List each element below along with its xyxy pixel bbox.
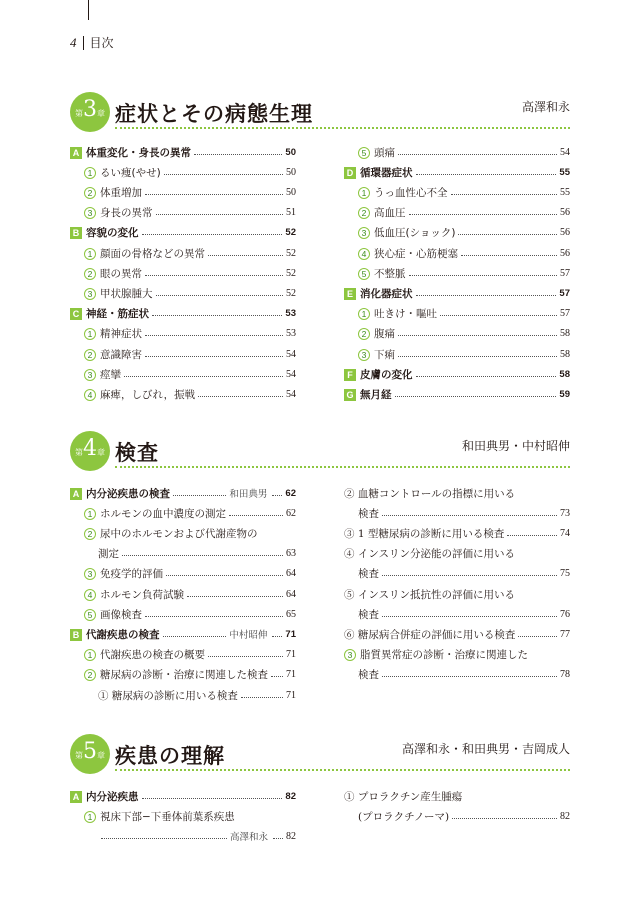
header-title: 目次 [89, 36, 114, 50]
toc-item[interactable] [344, 326, 570, 342]
item-label: 頭痛 [374, 146, 395, 159]
item-number-marker: 3 [344, 649, 356, 661]
page-number-ref: 53 [286, 328, 296, 340]
page-number-ref: 55 [559, 166, 570, 178]
section-author: 高澤和永 [229, 832, 268, 844]
page-number-ref: 53 [285, 308, 296, 320]
section-label: 容貌の変化 [86, 227, 139, 240]
page-number-ref: 52 [286, 247, 296, 259]
toc-item[interactable] [70, 386, 296, 402]
leader-dots [452, 818, 557, 819]
leader-dots [271, 676, 283, 677]
item-number-marker: 1 [84, 649, 96, 661]
item-number-marker: 3 [358, 349, 370, 361]
page-number-ref: 54 [286, 388, 296, 400]
chapter-3 [70, 92, 570, 401]
toc-subitem[interactable]: ① 糖尿病の診断に用いる検査 71 [98, 689, 296, 702]
section-label: 代謝疾患の検査 [86, 628, 160, 641]
leader-dots [440, 315, 557, 316]
leader-dots [145, 616, 283, 617]
toc-item[interactable] [344, 245, 570, 261]
toc-item-continuation[interactable]: 検査 78 [358, 669, 570, 682]
toc-subitem[interactable]: ⑥ 糖尿病合併症の評価に用いる検査 77 [344, 628, 570, 641]
page-number-ref: 75 [560, 568, 570, 580]
page-number-ref: 50 [286, 166, 296, 178]
page-number-ref: 58 [560, 348, 570, 360]
chapter-badge [70, 92, 110, 132]
leader-dots [122, 555, 283, 556]
page-number-ref: 62 [285, 487, 296, 499]
toc-item[interactable] [70, 505, 296, 521]
item-number-marker: 3 [84, 288, 96, 300]
section-marker: C [70, 308, 82, 320]
page-number-ref: 59 [559, 388, 570, 400]
item-label: 眼の異常 [100, 267, 142, 280]
toc-item[interactable] [70, 184, 296, 200]
chapter-header [70, 734, 570, 780]
leader-dots [451, 194, 558, 195]
leader-dots [142, 234, 283, 235]
leader-dots [145, 356, 283, 357]
page-number-ref: 71 [286, 649, 296, 661]
leader-dots [241, 697, 283, 698]
leader-dots [416, 376, 557, 377]
leader-dots [398, 356, 557, 357]
page-number-ref: 64 [286, 588, 296, 600]
page-number-ref: 51 [286, 207, 296, 219]
toc-item[interactable] [70, 586, 296, 602]
chapter-badge [70, 734, 110, 774]
section-marker: B [70, 629, 82, 641]
toc-item[interactable] [70, 647, 296, 663]
leader-dots [382, 575, 557, 576]
page-number-ref: 58 [559, 368, 570, 380]
item-label: 麻痺，しびれ，振戦 [100, 388, 196, 401]
page-number-ref: 76 [560, 608, 570, 620]
chapter-title: 症状とその病態生理 [115, 102, 313, 126]
badge-prefix: 第 [75, 448, 83, 457]
toc-column-right [344, 788, 570, 828]
toc-column-left [70, 485, 296, 707]
item-number-marker: 4 [358, 248, 370, 260]
page-number-ref: 50 [285, 146, 296, 158]
section-label: 神経・筋症状 [86, 308, 149, 321]
item-number-marker: 2 [84, 187, 96, 199]
toc-item[interactable] [70, 265, 296, 281]
section-label: 消化器症状 [360, 287, 413, 300]
item-label: 甲状腺腫大 [100, 287, 153, 300]
page-number-ref: 77 [560, 628, 570, 640]
section-label: 循環器症状 [360, 166, 413, 179]
toc-item[interactable] [344, 306, 570, 322]
leader-dots [173, 495, 226, 496]
leader-dots [518, 636, 557, 637]
chapter-badge [70, 431, 110, 471]
page-number-ref: 58 [560, 328, 570, 340]
item-label: ホルモン負荷試験 [100, 588, 184, 601]
page-number-ref: 56 [560, 247, 570, 259]
section-author: 中村昭伸 [229, 630, 268, 642]
toc-subitem-continuation[interactable]: 検査 76 [358, 608, 570, 621]
toc-section[interactable] [344, 386, 570, 402]
leader-dots [187, 596, 283, 597]
toc-section[interactable] [344, 366, 570, 382]
page-number-ref: 71 [285, 628, 296, 640]
leader-dots [416, 295, 557, 296]
item-number-marker: 5 [358, 147, 370, 159]
item-label: 代謝疾患の検査の概要 [100, 649, 205, 662]
leader-dots [409, 275, 558, 276]
section-label: 内分泌疾患の検査 [86, 487, 170, 500]
item-number-marker: 2 [84, 268, 96, 280]
page-number-ref: 57 [560, 308, 570, 320]
item-label: 腹痛 [374, 328, 395, 341]
badge-number: 3 [83, 97, 97, 122]
item-number-marker: 1 [84, 508, 96, 520]
leader-dots [198, 396, 283, 397]
chapter-header [70, 92, 570, 138]
page-number-ref: 82 [286, 830, 296, 842]
page-number-ref: 82 [285, 790, 296, 802]
item-label: ホルモンの血中濃度の測定 [100, 507, 226, 520]
header-divider [83, 36, 84, 50]
running-header [70, 34, 114, 51]
toc-column-left [70, 788, 296, 849]
item-label: 意識障害 [100, 348, 142, 361]
section-label: 体重変化・身長の異常 [86, 146, 191, 159]
page-number-ref: 82 [560, 810, 570, 822]
toc-section[interactable] [70, 225, 296, 241]
page-number-ref: 56 [560, 227, 570, 239]
toc-item[interactable] [70, 566, 296, 582]
toc-item[interactable] [344, 346, 570, 362]
chapter-4 [70, 431, 570, 702]
section-author: 和田典男 [229, 489, 268, 500]
toc-item-continuation[interactable]: 測定 63 [98, 548, 296, 561]
leader-dots [156, 295, 284, 296]
leader-dots [145, 335, 283, 336]
item-number-marker: 1 [358, 187, 370, 199]
page-number-ref: 65 [286, 608, 296, 620]
leader-dots [145, 275, 283, 276]
leader-dots [398, 335, 557, 336]
leader-dots [124, 376, 283, 377]
chapter-rule [115, 127, 570, 129]
toc-subitem[interactable]: ② 血糖コントロールの指標に用いる [344, 487, 516, 500]
item-label: 不整脈 [374, 267, 406, 280]
leader-dots [507, 535, 557, 536]
leader-dots [273, 838, 283, 839]
item-number-marker: 1 [358, 308, 370, 320]
toc-item[interactable] [344, 205, 570, 221]
item-label: 体重増加 [100, 186, 142, 199]
toc-item[interactable] [70, 346, 296, 362]
leader-dots [208, 656, 283, 657]
item-label: 顔面の骨格などの異常 [100, 247, 205, 260]
leader-dots [156, 214, 284, 215]
page-number-ref: 50 [286, 186, 296, 198]
leader-dots [194, 154, 282, 155]
section-marker: F [344, 369, 356, 381]
badge-suffix: 章 [97, 109, 105, 118]
page-number-ref: 62 [286, 507, 296, 519]
page-number-ref: 71 [286, 689, 296, 701]
page-number-ref: 78 [560, 669, 570, 681]
toc-section[interactable] [344, 285, 570, 301]
toc-subitem-continuation[interactable]: 検査 75 [358, 568, 570, 581]
badge-number: 4 [83, 436, 97, 461]
page-number-ref: 57 [560, 267, 570, 279]
page-number-ref: 52 [286, 267, 296, 279]
item-number-marker: 3 [358, 227, 370, 239]
section-marker: D [344, 167, 356, 179]
toc-item[interactable] [70, 326, 296, 342]
toc-subitem[interactable]: ④ インスリン分泌能の評価に用いる [344, 548, 516, 561]
leader-dots [461, 255, 557, 256]
leader-dots [166, 575, 283, 576]
leader-dots [164, 174, 283, 175]
item-number-marker: 1 [84, 248, 96, 260]
section-label: 内分泌疾患 [86, 790, 139, 803]
item-label: 高血圧 [374, 207, 406, 220]
item-label: 免疫学的評価 [100, 568, 163, 581]
badge-number: 5 [83, 739, 97, 764]
section-marker: B [70, 227, 82, 239]
toc-section[interactable] [70, 306, 296, 322]
item-label: るい痩(やせ) [100, 166, 161, 179]
leader-dots [145, 194, 283, 195]
page-number-ref: 54 [286, 348, 296, 360]
leader-dots [142, 798, 283, 799]
item-number-marker: 1 [84, 328, 96, 340]
toc-item[interactable] [70, 525, 296, 541]
leader-dots [229, 515, 283, 516]
leader-dots [382, 676, 557, 677]
page-number-ref: 57 [559, 287, 570, 299]
badge-prefix: 第 [75, 751, 83, 760]
page-number-ref: 54 [286, 368, 296, 380]
chapter-rule [115, 466, 570, 468]
toc-column-right [344, 144, 570, 407]
page-number-ref: 71 [286, 669, 296, 681]
toc-section[interactable] [70, 485, 296, 501]
item-number-marker: 4 [84, 389, 96, 401]
item-number-marker: 3 [84, 369, 96, 381]
section-marker: G [344, 389, 356, 401]
item-number-marker: 5 [84, 609, 96, 621]
leader-dots [101, 838, 227, 839]
chapter-authors: 高澤和永・和田典男・吉岡成人 [401, 742, 570, 756]
chapter-rule [115, 769, 570, 771]
leader-dots [409, 214, 558, 215]
toc-item[interactable] [70, 205, 296, 221]
toc-column-left [70, 144, 296, 407]
section-marker: E [344, 288, 356, 300]
item-number-marker: 3 [84, 568, 96, 580]
toc-section[interactable] [70, 626, 296, 642]
toc-section[interactable] [344, 164, 570, 180]
badge-suffix: 章 [97, 751, 105, 760]
item-number-marker: 2 [84, 669, 96, 681]
leader-dots [382, 515, 557, 516]
toc-item[interactable] [70, 366, 296, 382]
item-number-marker: 1 [84, 167, 96, 179]
item-number-marker: 2 [358, 328, 370, 340]
toc-item[interactable] [70, 808, 296, 824]
item-label: 脂質異常症の診断・治療に関連した [360, 649, 528, 662]
toc-item[interactable] [70, 285, 296, 301]
chapter-title: 疾患の理解 [115, 744, 225, 768]
item-number-marker: 4 [84, 589, 96, 601]
leader-dots [416, 174, 557, 175]
chapter-authors: 和田典男・中村昭伸 [461, 439, 570, 453]
page-number-ref: 64 [286, 568, 296, 580]
toc-item[interactable] [70, 667, 296, 683]
toc-author-line[interactable] [70, 828, 296, 844]
toc-subitem[interactable]: ⑤ インスリン抵抗性の評価に用いる [344, 588, 516, 601]
chapter-header [70, 431, 570, 477]
item-label: 尿中のホルモンおよび代謝産物の [100, 527, 258, 540]
item-label: 吐きけ・嘔吐 [374, 308, 437, 321]
section-marker: A [70, 488, 82, 500]
leader-dots [382, 616, 557, 617]
page-number-ref: 73 [560, 507, 570, 519]
toc-item[interactable] [344, 265, 570, 281]
leader-dots [458, 234, 557, 235]
item-number-marker: 5 [358, 268, 370, 280]
section-label: 無月経 [360, 388, 392, 401]
leader-dots [398, 154, 557, 155]
section-marker: A [70, 791, 82, 803]
toc-item[interactable] [344, 144, 570, 160]
page-number-ref: 52 [286, 287, 296, 299]
item-label: 画像検査 [100, 608, 142, 621]
toc-subitem[interactable]: ③ 1 型糖尿病の診断に用いる検査 74 [344, 527, 570, 540]
item-label: 低血圧(ショック) [374, 227, 456, 240]
item-number-marker: 2 [358, 207, 370, 219]
toc-item[interactable] [344, 225, 570, 241]
page-number-ref: 55 [560, 186, 570, 198]
leader-dots [163, 636, 227, 637]
item-label: 狭心症・心筋梗塞 [374, 247, 458, 260]
item-number-marker: 2 [84, 349, 96, 361]
toc-section[interactable] [70, 788, 296, 804]
item-label: 痙攣 [100, 368, 121, 381]
page-number-ref: 54 [560, 146, 570, 158]
toc-item[interactable] [70, 245, 296, 261]
badge-suffix: 章 [97, 448, 105, 457]
leader-dots [272, 495, 282, 496]
margin-line [88, 0, 89, 20]
toc-item[interactable] [344, 184, 570, 200]
toc-item[interactable] [344, 647, 570, 663]
leader-dots [208, 255, 283, 256]
toc-subitem-continuation[interactable]: 検査 73 [358, 507, 570, 520]
leader-dots [152, 315, 282, 316]
toc-column-right [344, 485, 570, 687]
item-label: 下痢 [374, 348, 395, 361]
item-label: 糖尿病の診断・治療に関連した検査 [100, 669, 268, 682]
badge-prefix: 第 [75, 109, 83, 118]
item-number-marker: 3 [84, 207, 96, 219]
item-label: 身長の異常 [100, 207, 153, 220]
toc-section[interactable] [70, 144, 296, 160]
page-number-ref: 74 [560, 527, 570, 539]
chapter-authors: 高澤和永 [521, 100, 570, 114]
item-number-marker: 1 [84, 811, 96, 823]
toc-item[interactable] [70, 164, 296, 180]
page-number-ref: 56 [560, 207, 570, 219]
page-number-ref: 52 [285, 227, 296, 239]
section-label: 皮膚の変化 [360, 368, 413, 381]
chapter-5 [70, 734, 570, 844]
item-label: 精神症状 [100, 328, 142, 341]
section-marker: A [70, 147, 82, 159]
chapter-title: 検査 [115, 441, 159, 465]
item-number-marker: 2 [84, 528, 96, 540]
leader-dots [395, 396, 557, 397]
leader-dots [272, 636, 282, 637]
toc-item[interactable] [70, 606, 296, 622]
page-number: 4 [70, 34, 77, 50]
page-number-ref: 63 [286, 548, 296, 560]
item-label: 視床下部−下垂体前葉系疾患 [100, 810, 235, 823]
toc-subitem-continuation[interactable]: (プロラクチノーマ) 82 [358, 810, 570, 823]
toc-subitem[interactable]: ① プロラクチン産生腫瘍 [344, 790, 463, 803]
item-label: うっ血性心不全 [374, 186, 448, 199]
